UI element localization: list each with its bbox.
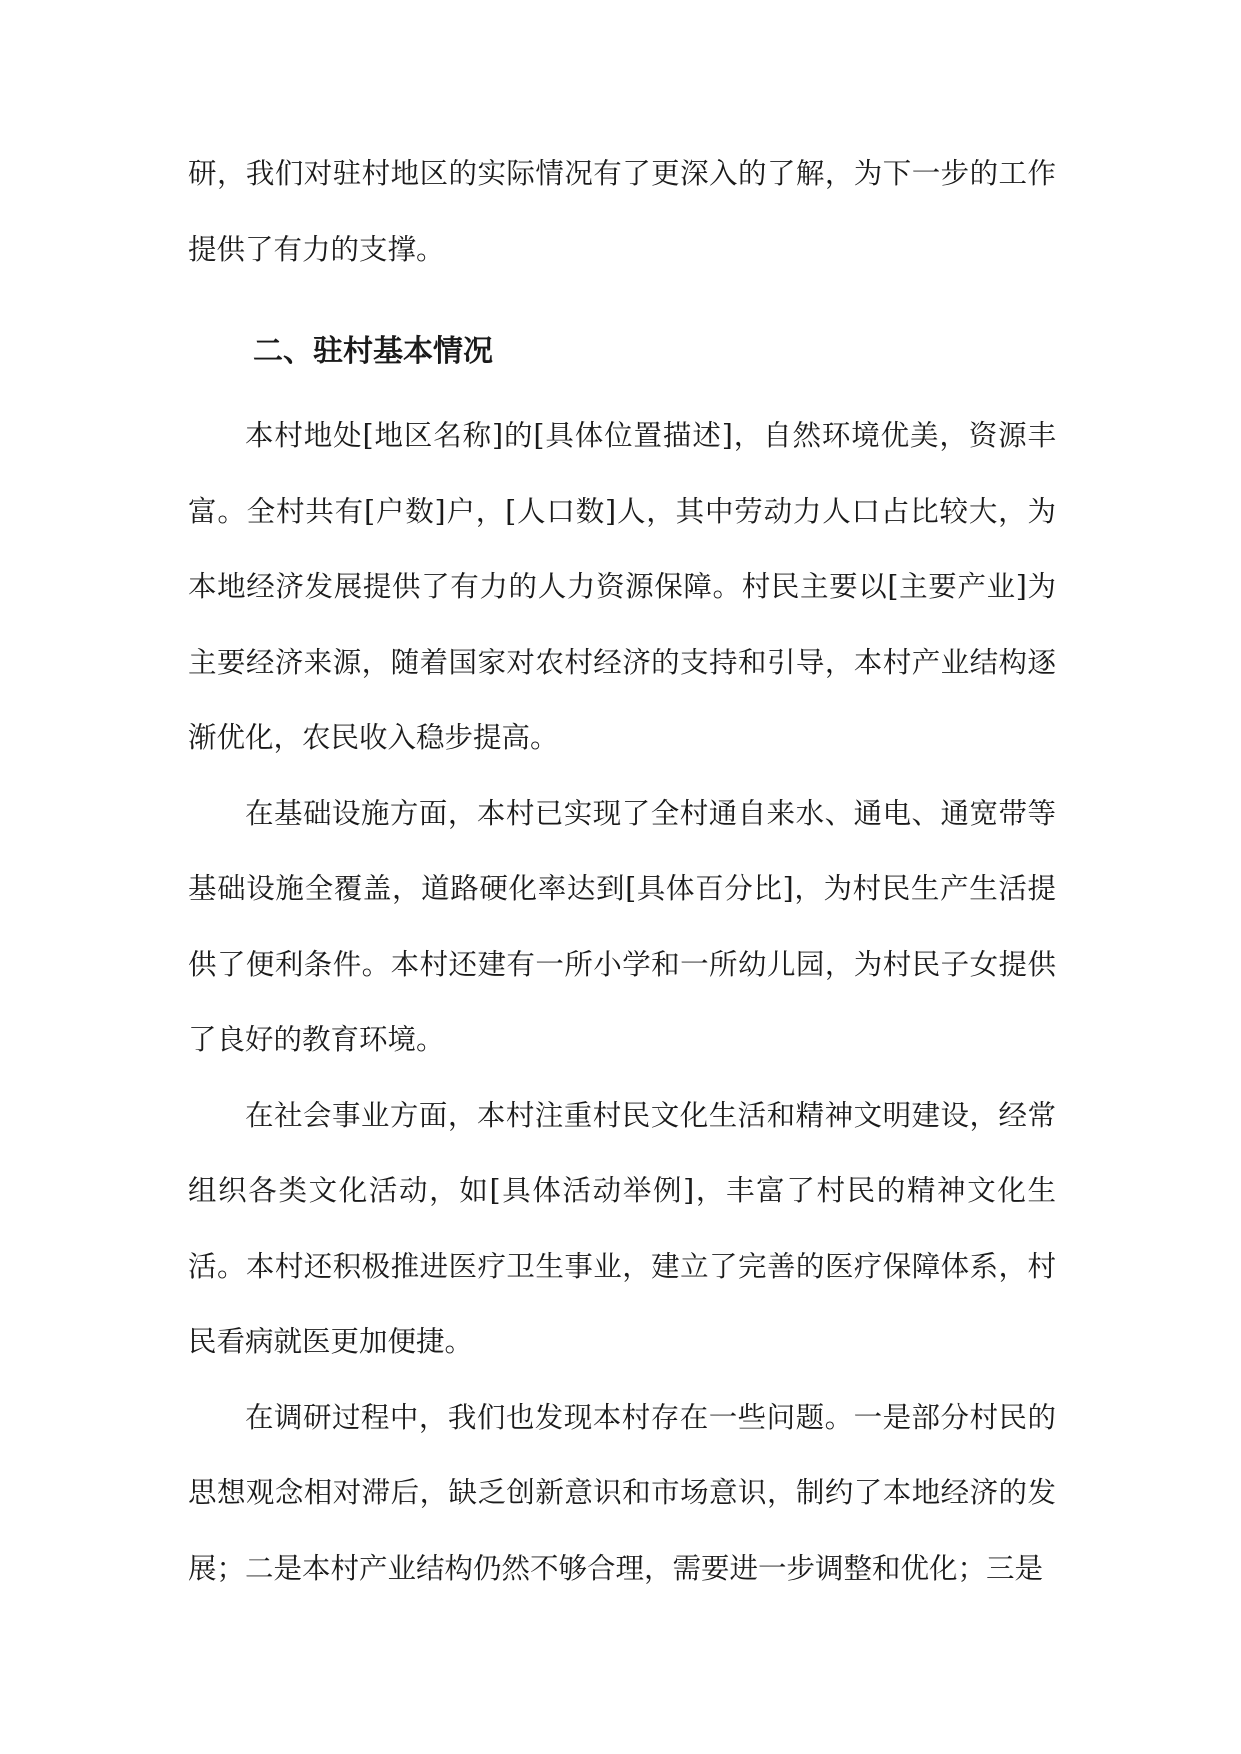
section-heading: 二、驻村基本情况 [253,334,493,369]
paragraph-problems: 在调研过程中，我们也发现本村存在一些问题。一是部分村民的思想观念相对滞后，缺乏创新意识和市场意识，制约了本地经济的发展；二是本村产业结构仍然不够合理，需要进一步调整和优化；三是 [188,1400,1056,1585]
paragraph-social-affairs: 在社会事业方面，本村注重村民文化生活和精神文明建设，经常组织各类文化活动，如[具体活动举例]，丰富了村民的精神文化生活。本村还积极推进医疗卫生事业，建立了完善的医疗保障体系，村民看病就医更加便捷。 [188,1098,1056,1358]
continuation-paragraph: 研，我们对驻村地区的实际情况有了更深入的了解，为下一步的工作提供了有力的支撑。 [188,157,1056,266]
paragraph-overview: 本村地处[地区名称]的[具体位置描述]，自然环境优美，资源丰富。全村共有[户数]户，[人口数]人，其中劳动力人口占比较大，为本地经济发展提供了有力的人力资源保障。村民主要以[主要产业]为主要经济来源，随着国家对农村经济的支持和引导，本村产业结构逐渐优化，农民收入稳步提高。 [188,419,1056,754]
paragraph-infrastructure: 在基础设施方面，本村已实现了全村通自来水、通电、通宽带等基础设施全覆盖，道路硬化率达到[具体百分比]，为村民生产生活提供了便利条件。本村还建有一所小学和一所幼儿园，为村民子女提供了良好的教育环境。 [188,796,1056,1056]
continuation-block [188,136,1056,287]
body-text [188,398,1056,1606]
